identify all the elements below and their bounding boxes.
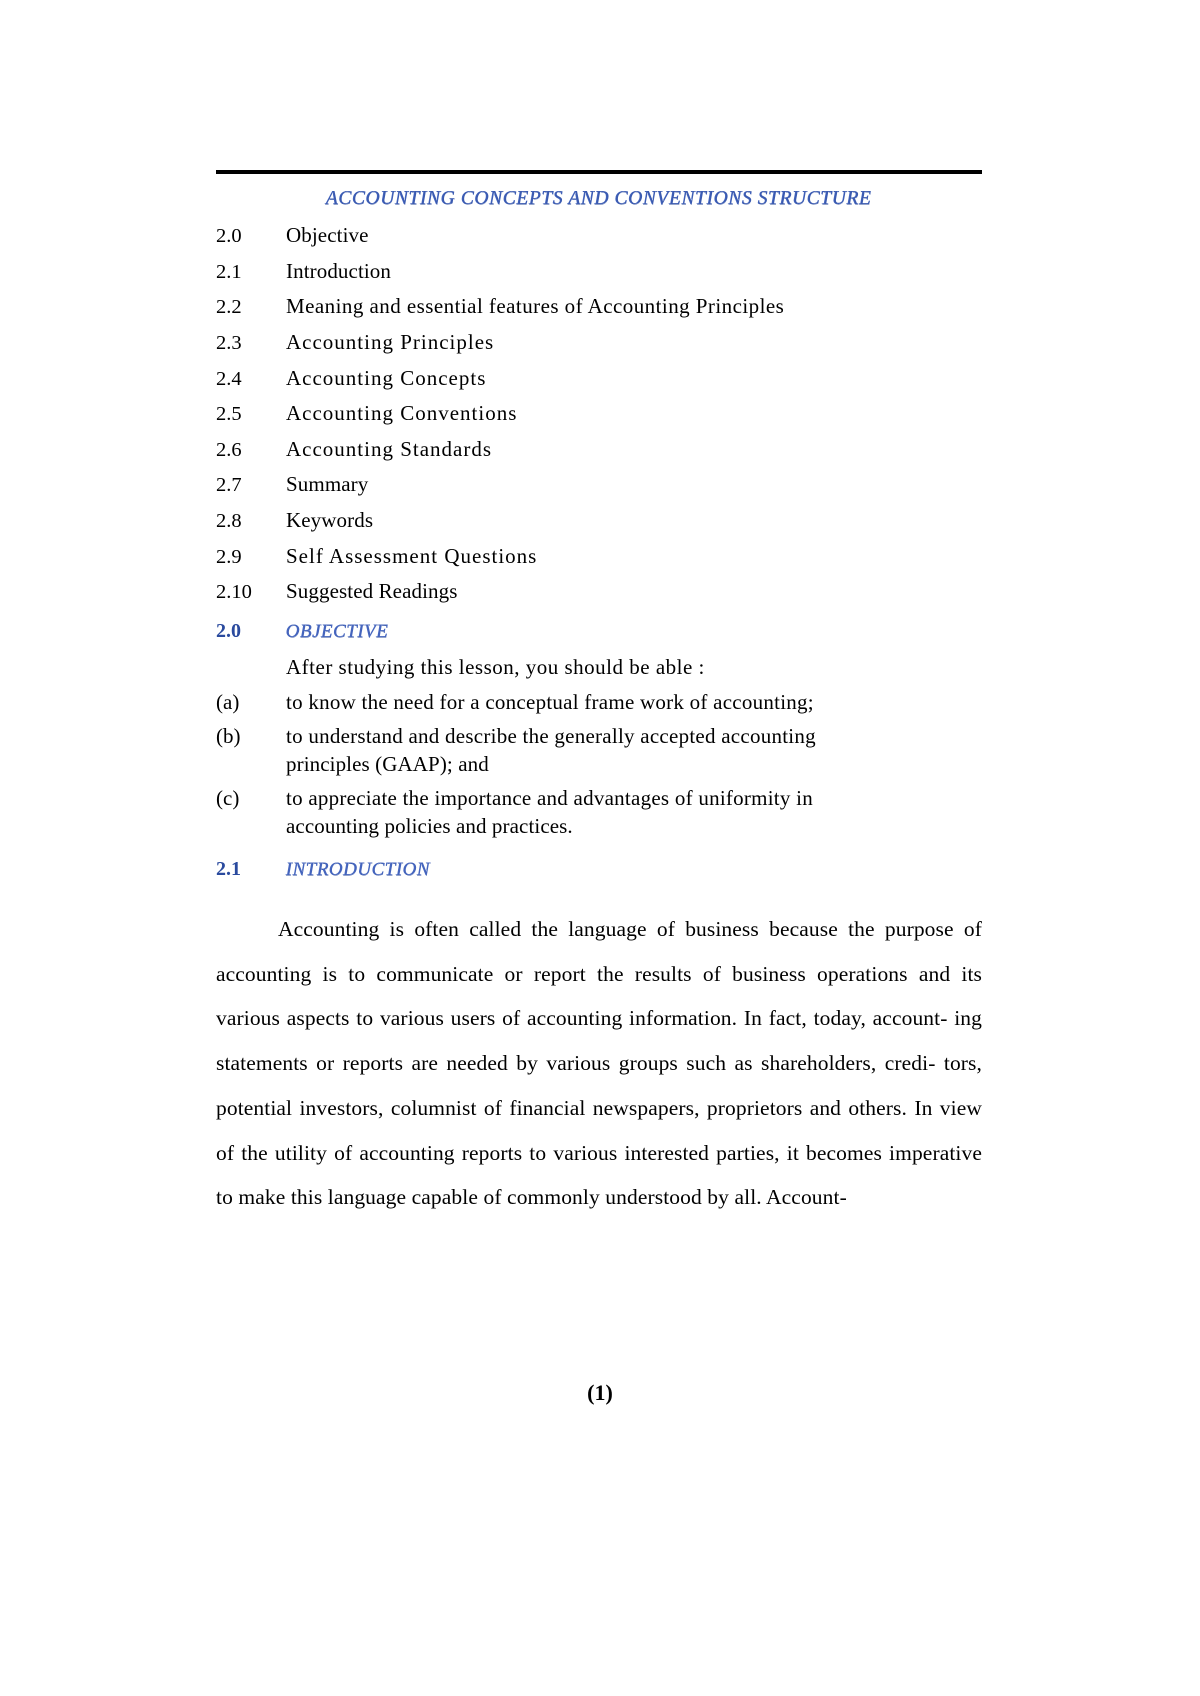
- list-marker: (a): [216, 690, 240, 715]
- section-title: INTRODUCTION: [286, 858, 431, 880]
- list-marker: (b): [216, 724, 241, 749]
- section-heading-objective: [216, 620, 982, 643]
- toc-item-2-4: [216, 367, 982, 390]
- toc-item-2-8: [216, 509, 982, 532]
- section-title: OBJECTIVE: [286, 621, 389, 643]
- section-number: 2.0: [216, 620, 241, 643]
- list-text: to know the need for a conceptual frame work of accounting;: [286, 690, 814, 715]
- toc-item-2-3: [216, 331, 982, 354]
- toc-number: 2.5: [216, 403, 242, 426]
- toc-label: Self Assessment Questions: [286, 543, 538, 568]
- header-divider-rule: [216, 170, 982, 174]
- toc-item-2-10: [216, 580, 982, 603]
- list-text-line-1: to appreciate the importance and advantages of uniformity in: [286, 786, 813, 811]
- objective-item-c: [216, 785, 982, 841]
- toc-label: Meaning and essential features of Accounting Principles: [286, 294, 785, 319]
- toc-label: Accounting Principles: [286, 329, 495, 354]
- section-heading-introduction: [216, 858, 982, 881]
- toc-number: 2.9: [216, 545, 242, 568]
- toc-number: 2.2: [216, 296, 242, 319]
- toc-item-2-1: [216, 260, 982, 283]
- list-text-line-1: to understand and describe the generally accepted accounting: [286, 724, 816, 749]
- toc-item-2-9: [216, 545, 982, 568]
- list-marker: (c): [216, 786, 240, 811]
- list-text: [286, 723, 982, 779]
- toc-label: Accounting Conventions: [286, 401, 518, 426]
- toc-label: Keywords: [286, 508, 374, 532]
- toc-number: 2.4: [216, 367, 242, 390]
- toc-number: 2.0: [216, 225, 242, 247]
- toc-label: Accounting Concepts: [286, 365, 487, 390]
- toc-label: Accounting Standards: [286, 436, 493, 461]
- toc-label: Objective: [286, 223, 369, 247]
- table-of-contents: [216, 224, 982, 603]
- toc-number: 2.7: [216, 474, 242, 497]
- page-number: (1): [587, 1380, 613, 1405]
- toc-item-2-7: [216, 473, 982, 496]
- toc-item-2-5: [216, 402, 982, 425]
- chapter-title: ACCOUNTING CONCEPTS AND CONVENTIONS STRUCTURE: [326, 188, 872, 209]
- toc-number: 2.6: [216, 438, 242, 461]
- objective-intro-text: After studying this lesson, you should be able :: [286, 655, 705, 680]
- list-text: [286, 785, 982, 841]
- objective-item-b: [216, 723, 982, 779]
- list-text-line-2: accounting policies and practices.: [286, 814, 573, 839]
- toc-number: 2.1: [216, 260, 242, 283]
- toc-item-2-6: [216, 438, 982, 461]
- toc-item-2-0: [216, 224, 982, 247]
- toc-item-2-2: [216, 295, 982, 318]
- list-text-line-2: principles (GAAP); and: [286, 752, 489, 777]
- toc-label: Introduction: [286, 258, 392, 283]
- toc-number: 2.10: [216, 581, 252, 604]
- toc-label: Suggested Readings: [286, 579, 458, 604]
- toc-number: 2.8: [216, 510, 242, 532]
- page-content: [216, 170, 982, 1220]
- section-number: 2.1: [216, 857, 241, 880]
- toc-number: 2.3: [216, 331, 242, 354]
- introduction-paragraph: Accounting is often called the language of business because the purpose of accounting is to communicate or report the results of business operations and its various aspects to various users of accounting information. In fact, today, account- ing statements or reports are needed by various groups such as shareholders, credi- tors, potential investors, columnist of financial newspapers, proprietors and others. In view of the utility of accounting reports to various interested parties, it becomes imperative to make this language capable of commonly understood by all. Account-: [216, 916, 982, 1210]
- objective-item-a: [216, 689, 982, 717]
- toc-label: Summary: [286, 472, 369, 497]
